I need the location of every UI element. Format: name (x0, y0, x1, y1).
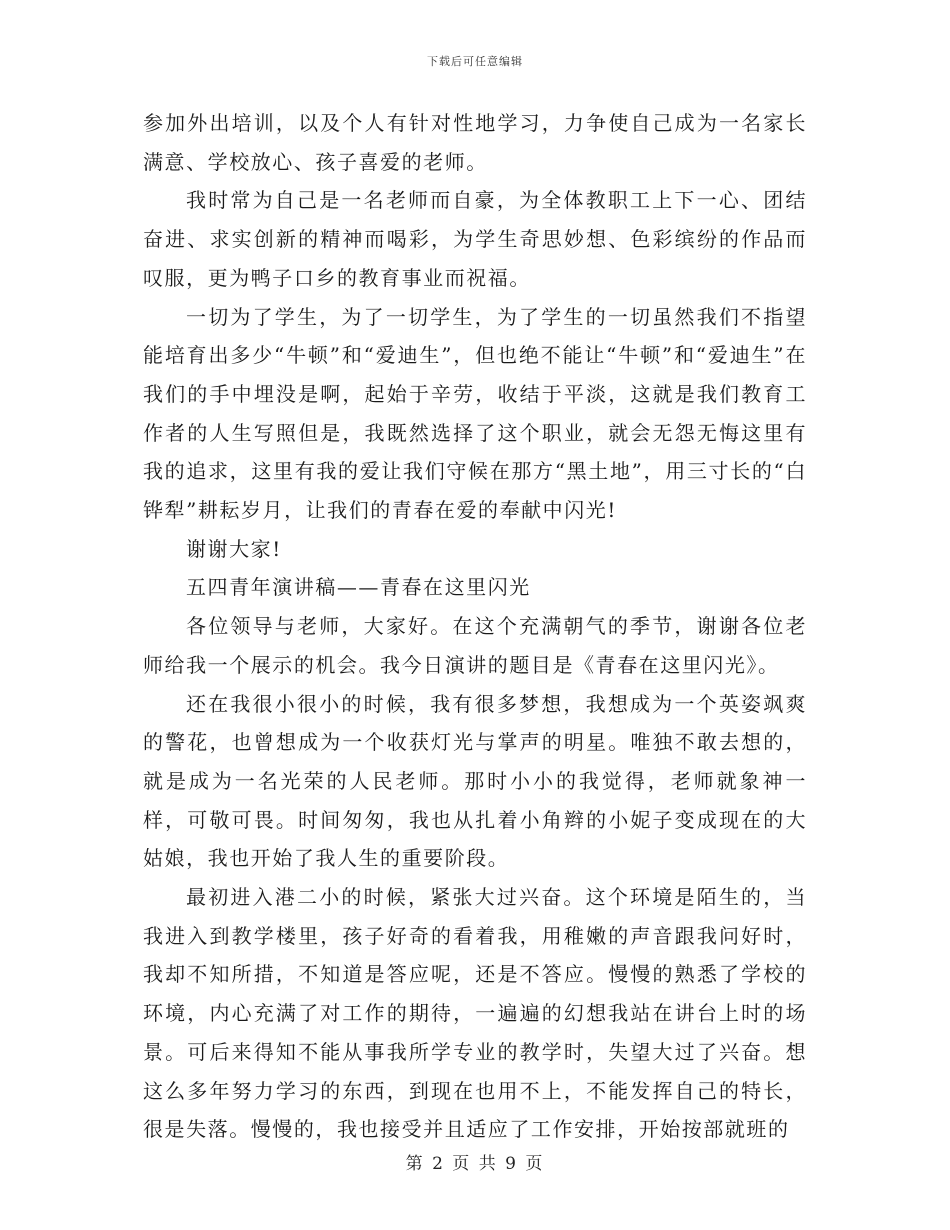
paragraph-thanks: 谢谢大家! (186, 536, 282, 561)
paragraph-greeting: 各位领导与老师，大家好。在这个充满朝气的季节，谢谢各位老师给我一个展示的机会。我今日演讲的题目是《青春在这里闪光》。 (143, 614, 807, 677)
paragraph-school-start: 最初进入港二小的时候，紧张大过兴奋。这个环境是陌生的，当我进入到教学楼里，孩子好奇的看着我，用稚嫩的声音跟我问好时，我却不知所措，不知道是答应呢，还是不答应。慢慢的熟悉了学校的环境，内心充满了对工作的期待，一遍遍的幻想我站在讲台上时的场景。可后来得知不能从事我所学专业的教学时，失望大过了兴奋。想这么多年努力学习的东西，到现在也用不上，不能发挥自己的特长，很是失落。慢慢的，我也接受并且适应了工作安排，开始按部就班的 (143, 885, 807, 1142)
page-header: 下载后可任意编辑 (427, 55, 523, 68)
paragraph-2: 我时常为自己是一名老师而自豪，为全体教职工上下一心、团结奋进、求实创新的精神而喝彩，为学生奇思妙想、色彩缤纷的作品而叹服，更为鸭子口乡的教育事业而祝福。 (143, 188, 807, 290)
speech-title: 五四青年演讲稿——青春在这里闪光 (186, 575, 531, 600)
page-number-footer: 第 2 页 共 9 页 (405, 1154, 545, 1174)
paragraph-3: 一切为了学生，为了一切学生，为了学生的一切虽然我们不指望能培育出多少“牛顿”和“爱迪生”，但也绝不能让“牛顿”和“爱迪生”在我们的手中埋没是啊，起始于辛劳，收结于平淡，这就是我们教育工作者的人生写照但是，我既然选择了这个职业，就会无怨无悔这里有我的追求，这里有我的爱让我们守候在那方“黑土地”，用三寸长的“白铧犁”耕耘岁月，让我们的青春在爱的奉献中闪光! (143, 304, 807, 523)
paragraph-1: 参加外出培训，以及个人有针对性地学习，力争使自己成为一名家长满意、学校放心、孩子喜爱的老师。 (143, 111, 807, 174)
document-body (143, 104, 807, 1149)
paragraph-childhood: 还在我很小很小的时候，我有很多梦想，我想成为一个英姿飒爽的警花，也曾想成为一个收获灯光与掌声的明星。唯独不敢去想的，就是成为一名光荣的人民老师。那时小小的我觉得，老师就象神一样，可敬可畏。时间匆匆，我也从扎着小角辫的小妮子变成现在的大姑娘，我也开始了我人生的重要阶段。 (143, 691, 807, 871)
